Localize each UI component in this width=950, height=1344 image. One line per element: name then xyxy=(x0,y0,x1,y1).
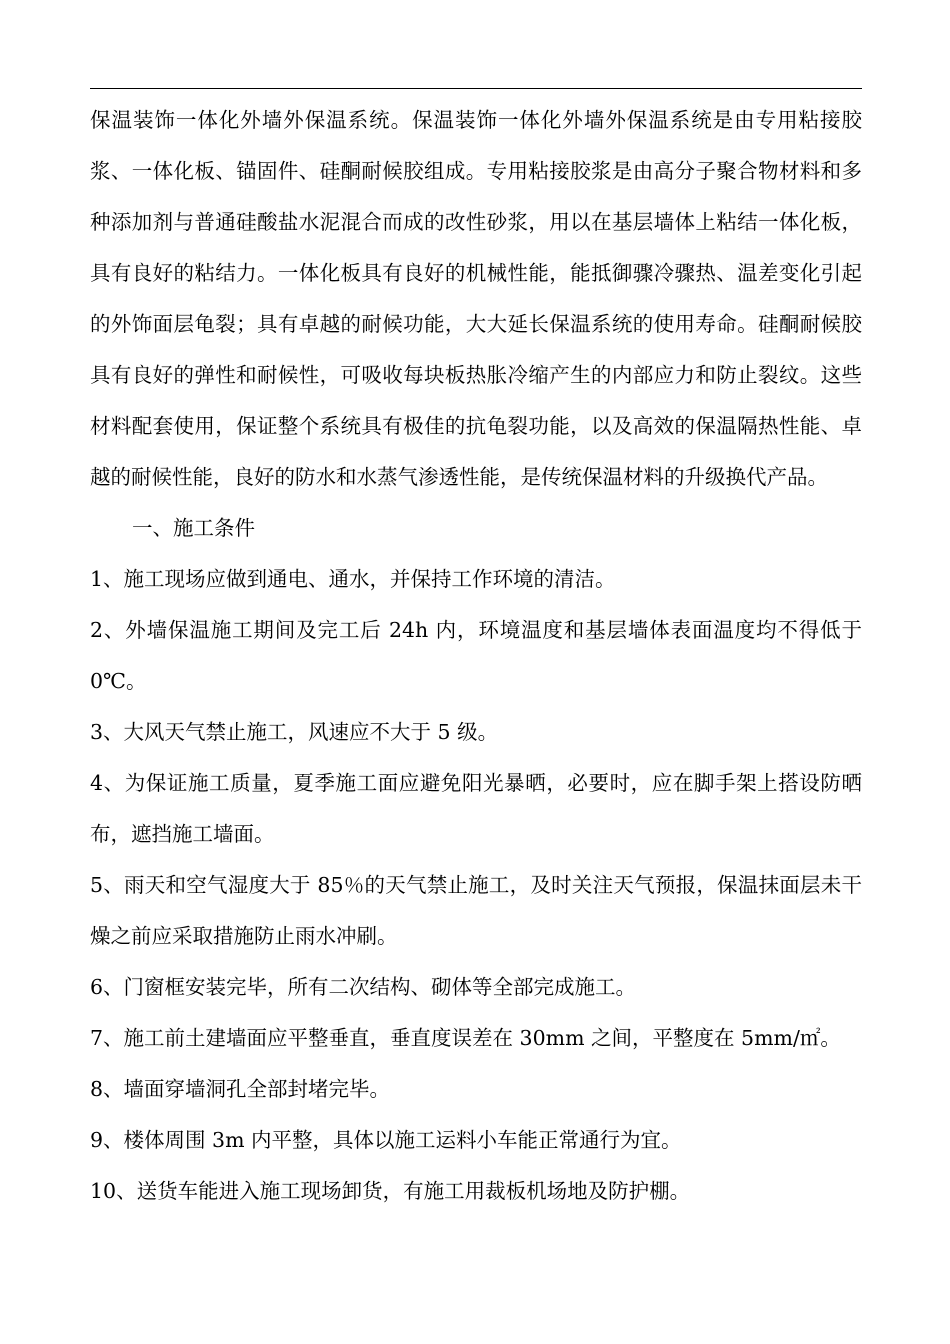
condition-list xyxy=(90,554,862,1217)
condition-item-4: 4、为保证施工质量，夏季施工面应避免阳光暴晒，必要时，应在脚手架上搭设防晒布，遮挡施工墙面。 xyxy=(90,771,862,846)
header-rule xyxy=(90,88,862,89)
condition-item-1: 1、施工现场应做到通电、通水，并保持工作环境的清洁。 xyxy=(90,567,616,591)
intro-paragraph: 保温装饰一体化外墙外保温系统。保温装饰一体化外墙外保温系统是由专用粘接胶浆、一体化板、锚固件、硅酮耐候胶组成。专用粘接胶浆是由高分子聚合物材料和多种添加剂与普通硅酸盐水泥混合而成的改性砂浆，用以在基层墙体上粘结一体化板，具有良好的粘结力。一体化板具有良好的机械性能，能抵御骤冷骤热、温差变化引起的外饰面层龟裂；具有卓越的耐候功能，大大延长保温系统的使用寿命。硅酮耐候胶具有良好的弹性和耐候性，可吸收每块板热胀冷缩产生的内部应力和防止裂纹。这些材料配套使用，保证整个系统具有极佳的抗龟裂功能，以及高效的保温隔热性能、卓越的耐候性能，良好的防水和水蒸气渗透性能，是传统保温材料的升级换代产品。 xyxy=(90,108,862,489)
condition-item-7: 7、施工前土建墙面应平整垂直，垂直度误差在 30mm 之间，平整度在 5mm/㎡。 xyxy=(90,1026,841,1050)
condition-item-9: 9、楼体周围 3m 内平整，具体以施工运料小车能正常通行为宜。 xyxy=(90,1128,682,1152)
condition-item-6: 6、门窗框安装完毕，所有二次结构、砌体等全部完成施工。 xyxy=(90,975,637,999)
document-body xyxy=(90,95,862,1217)
condition-item-10: 10、送货车能进入施工现场卸货，有施工用裁板机场地及防护棚。 xyxy=(90,1179,691,1203)
condition-item-8: 8、墙面穿墙洞孔全部封堵完毕。 xyxy=(90,1077,391,1101)
condition-item-2: 2、外墙保温施工期间及完工后 24h 内，环境温度和基层墙体表面温度均不得低于 0℃。 xyxy=(90,618,862,693)
condition-item-3: 3、大风天气禁止施工，风速应不大于 5 级。 xyxy=(90,720,499,744)
condition-item-5: 5、雨天和空气湿度大于 85％的天气禁止施工，及时关注天气预报，保温抹面层未干燥之前应采取措施防止雨水冲刷。 xyxy=(90,873,862,948)
section-heading: 一、施工条件 xyxy=(132,516,255,540)
